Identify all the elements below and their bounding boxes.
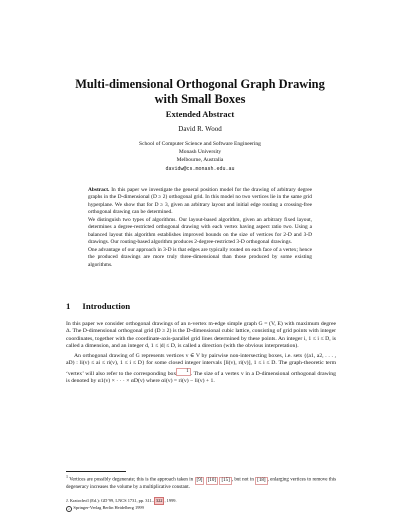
section-number: 1 (66, 301, 71, 311)
abstract-paragraph-3: One advantage of our approach in 3-D is that edges are typically routed on each face of a vertex; hence the produced drawings are more truly three-dimensional than those produced by some existing algorithms. (88, 246, 312, 268)
footnote-mark: 1 (66, 474, 68, 479)
footnote (66, 474, 336, 491)
affiliation-line-3: Melbourne, Australia (176, 157, 224, 164)
citation-link[interactable]: [15] (221, 477, 230, 483)
body-paragraph-1: In this paper we consider orthogonal drawings of an n-vertex m-edge simple graph G = (V, E) with maximum degree Δ. The D-dimensional orthogonal grid (D ≥ 2) is the D-dimensional cubic lattice, consisting of grid points with integer coordinates, together with the coordinate-axis-parallel grid lines determined by these points. An integer i, 1 ≤ i ≤ D, is called a dimension, and an integer d, 1 ≤ |d| ≤ D, is called a direction (with the obvious interpretation). (66, 321, 336, 350)
citation-link[interactable]: [9] (196, 477, 203, 483)
footnote-link[interactable]: 1 (176, 368, 190, 376)
abstract-text-1: In this paper we investigate the general position model for the drawing of arbitrary degree graphs in the D-dimensional (D ≥ 2) orthogonal grid. In this model no two vertices lie in the same grid hyperplane. We show that for D ≥ 3, given an arbitrary layout and initial edge routing a crossing-free orthogonal drawing can be determined. (88, 187, 312, 216)
publisher-text: Springer-Verlag Berlin Heidelberg 1999 (73, 505, 144, 510)
abstract (88, 187, 312, 269)
publication-info (66, 497, 336, 512)
body-text-2b: . The size of a vertex v in a D-dimensional orthogonal drawing is denoted by α1(v) × · · · × αD(v) where αi(v) = ri(v) − li(v) + 1. (66, 370, 336, 385)
title-line-2: with Small Boxes (154, 92, 246, 106)
footnote-text-b: , but not in (231, 477, 256, 483)
publication-text-b: , 1999. (164, 498, 177, 503)
abstract-paragraph-2: We distinguish two types of algorithms. Our layout-based algorithm, given an arbitrary fixed layout, determines a degree-restricted orthogonal drawing with each vertex having aspect ratio two. Using a balanced layout this algorithm establishes improved bounds on the size of vertices for 2-D and 3-D drawings. Our routing-based algorithm produces 2-degree-restricted 3-D orthogonal drawings. (88, 216, 312, 246)
publication-text-a: J. Kratochvíl (Ed.): GD’99, LNCS 1731, pp. 311– (66, 498, 154, 503)
title-line-1: Multi-dimensional Orthogonal Graph Drawing (75, 77, 325, 91)
body-text-2a: An orthogonal drawing of G represents vertices v ∈ V by pairwise non-intersecting boxes, i.e. sets {(a1, a2, . . . , aD) : li(v) ≤ ai ≤ ri(v), 1 ≤ i ≤ D} for some closed integer intervals [li(v), ri(v)], 1 ≤ i ≤ D. The graph-theoretic term ‘vertex’ will also refer to the corresponding box (66, 352, 336, 377)
author-email[interactable]: davidw@cs.monash.edu.au (165, 165, 235, 172)
citation-link[interactable]: [18] (257, 477, 266, 483)
body-paragraph-2 (66, 353, 336, 386)
copyright-icon: c (66, 506, 72, 512)
footnote-text-c: , enlarging vertices to remove this degeneracy increases the volume by a multiplicative constant. (66, 477, 337, 490)
citation-link[interactable]: [10] (207, 477, 217, 483)
page-range-link[interactable]: 322 (155, 498, 163, 503)
abstract-lead: Abstract. (88, 187, 110, 193)
footnote-divider (66, 471, 126, 472)
affiliation-line-1: School of Computer Science and Software Engineering (139, 141, 261, 147)
paper-title (40, 77, 360, 107)
publication-line-1 (66, 497, 336, 505)
section-heading (66, 301, 130, 311)
footnote-text-a: Vertices are possibly degenerate; this is the approach taken in (69, 477, 195, 483)
abstract-paragraph-1 (88, 187, 312, 217)
author-affiliation (40, 140, 360, 173)
affiliation-line-2: Monash University (178, 149, 222, 156)
body-text (66, 321, 336, 386)
author-name: David R. Wood (178, 125, 222, 133)
section-title: Introduction (82, 301, 131, 311)
paper-subtitle: Extended Abstract (165, 109, 235, 119)
publication-line-2 (66, 505, 336, 512)
